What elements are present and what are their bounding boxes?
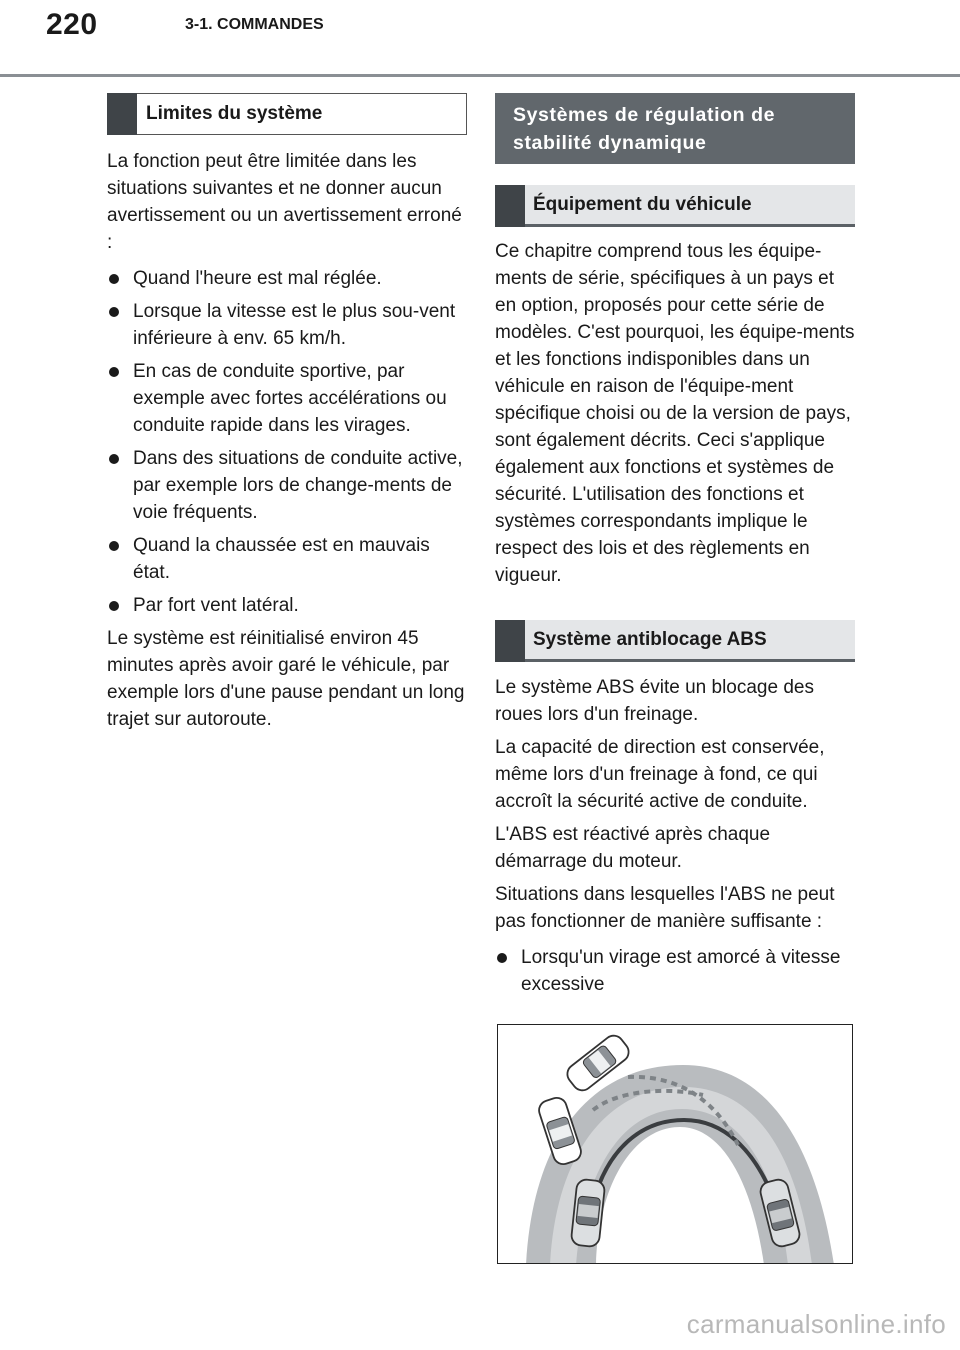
list-item: Lorsque la vitesse est le plus sou-vent inférieure à env. 65 km/h. [107,298,467,352]
list-item: En cas de conduite sportive, par exemple avec fortes accélérations ou conduite rapide dans les virages. [107,358,467,439]
header-rule [0,74,960,77]
section-header-limits [107,93,467,135]
bullet-icon [109,367,119,377]
equipment-paragraph: Ce chapitre comprend tous les équipe-ments de série, spécifiques à un pays et en option, proposés pour cette série de modèles. C'est pourquoi, les équipe-ments et les fonctions indisponibles dans un véhicule en raison de l'équipe-ment spécifique choisi ou de la version de pays, sont également décrits. Ceci s'applique également aux fonctions et systèmes de sécurité. L'utilisation des fonctions et systèmes correspondants implique le respect des lois et des règlements en vigueur. [495,241,855,586]
list-item: Par fort vent latéral. [107,592,467,619]
bullet-icon [109,307,119,317]
bullet-icon [109,454,119,464]
section-title: Limites du système [146,103,323,124]
abs-paragraph: Situations dans lesquelles l'ABS ne peut pas fonctionner de manière suffisante : [495,884,835,932]
list-item: Dans des situations de conduite active, par exemple lors de change-ments de voie fréquents. [107,445,467,526]
subsection-header-equipment [495,185,855,227]
intro-paragraph: La fonction peut être limitée dans les situations suivantes et ne donner aucun avertissement ou un avertissement erroné : [107,151,462,253]
subsection-title: Système antiblocage ABS [533,628,767,650]
left-column [107,93,467,733]
bullet-icon [109,601,119,611]
limits-list [107,265,467,619]
abs-curve-illustration [497,1024,853,1264]
subsection-header-abs [495,620,855,662]
abs-paragraph: Le système ABS évite un blocage des roues lors d'un freinage. [495,677,814,725]
watermark: carmanualsonline.info [686,1309,946,1339]
chapter-title: 3-1. COMMANDES [185,16,324,33]
abs-paragraph: L'ABS est réactivé après chaque démarrage du moteur. [495,824,771,872]
car-icon [571,1179,606,1248]
list-item: Quand la chaussée est en mauvais état. [107,532,467,586]
main-section-title: Systèmes de régulation de stabilité dynamique [513,103,776,154]
bullet-icon [109,541,119,551]
road-curve-diagram [498,1025,853,1264]
closing-paragraph: Le système est réinitialisé environ 45 minutes après avoir garé le véhicule, par exemple lors d'une pause pendant un long trajet sur autoroute. [107,628,465,730]
page-number: 220 [46,8,98,41]
list-item: Quand l'heure est mal réglée. [107,265,467,292]
bullet-icon [497,953,507,963]
abs-paragraph: La capacité de direction est conservée, même lors d'un freinage à fond, ce qui accroît la sécurité active de conduite. [495,737,825,812]
main-section-header [495,93,855,164]
subsection-title: Équipement du véhicule [533,193,752,215]
list-item: Lorsqu'un virage est amorcé à vitesse excessive [495,944,855,998]
abs-situations-list [495,944,855,998]
bullet-icon [109,274,119,284]
right-column [495,93,855,998]
